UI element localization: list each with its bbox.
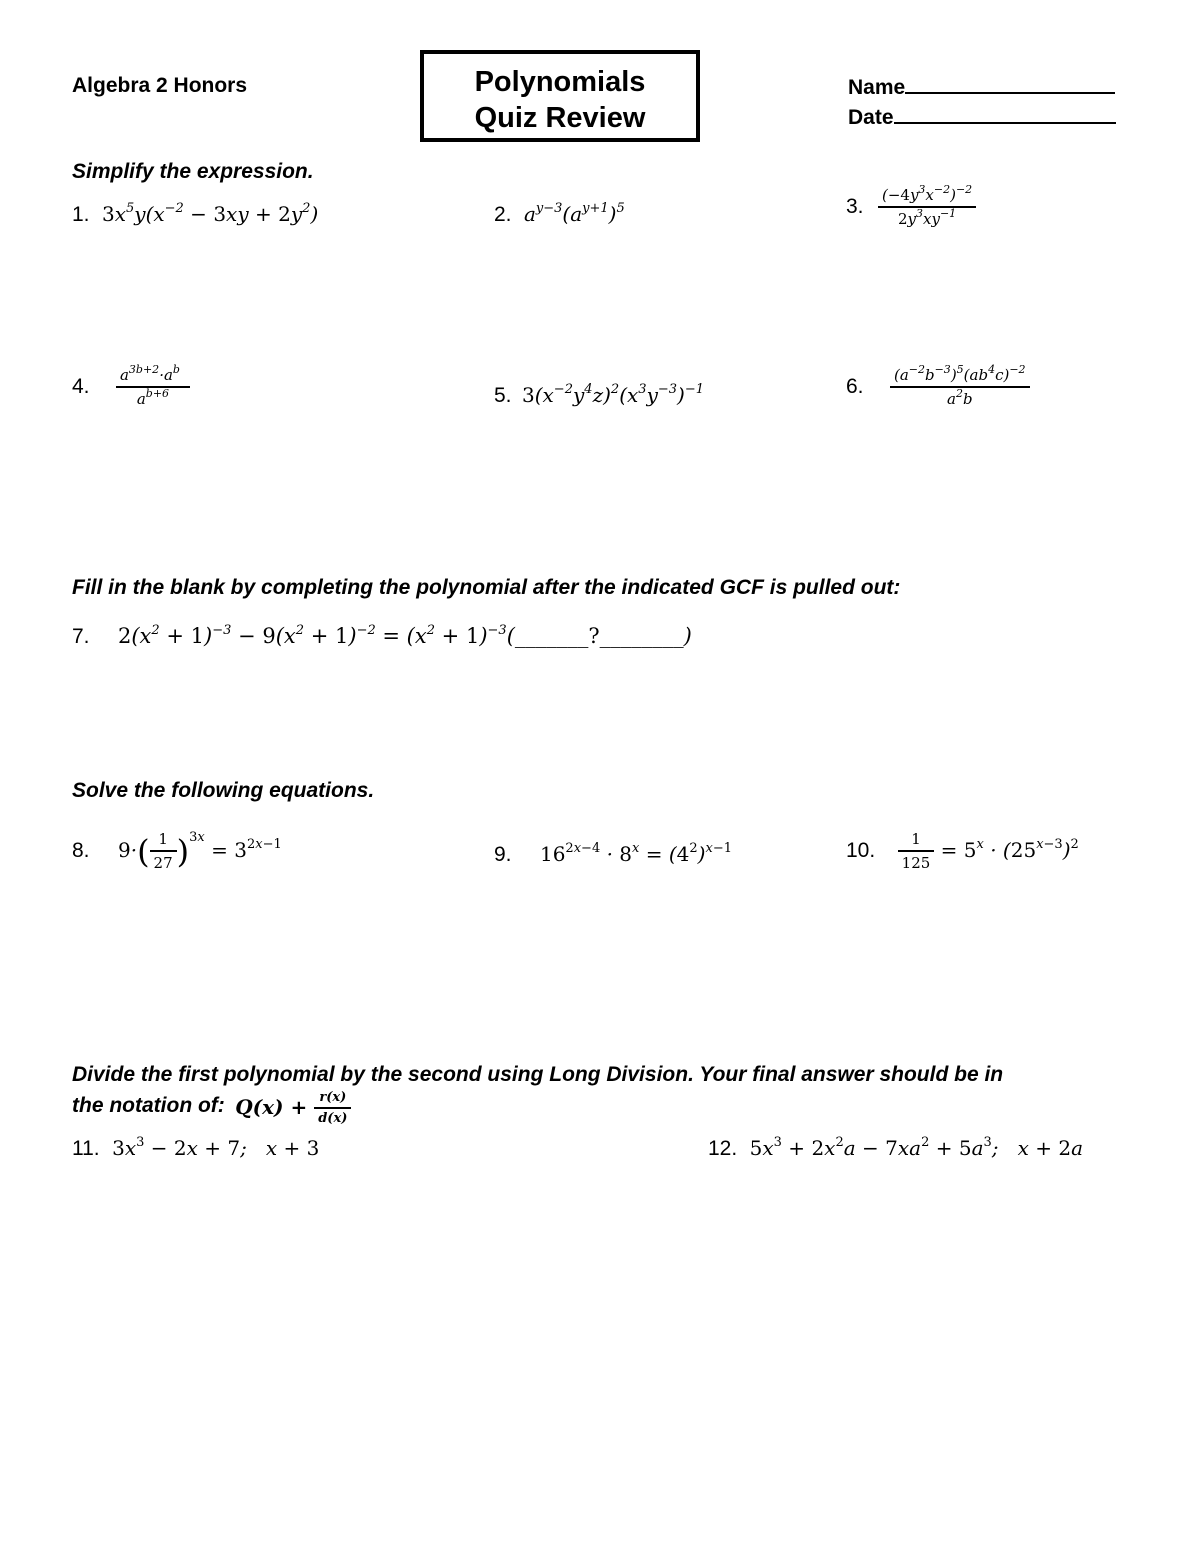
date-label: Date [848,106,894,129]
problem-expression: $\frac{1}{125}$ = $5^x \cdot (25^{x-3})^2$ [898,838,1079,862]
problem-11 [72,1136,319,1161]
problem-8 [72,830,282,872]
problem-1 [72,202,318,227]
problem-number: 8. [72,839,90,862]
problem-3 [846,183,976,228]
title-line-2: Quiz Review [474,102,646,134]
problem-12 [708,1136,1083,1161]
problem-9 [494,842,732,867]
date-blank[interactable] [894,104,1116,124]
problem-number: 7. [72,625,90,648]
section-simplify-heading: Simplify the expression. [72,160,314,183]
problem-number: 3. [846,195,864,218]
problem-expression: $\frac{(a^{-2}b^{-3})^5(ab^4c)^{-2}}{a^2b}$ [890,366,1030,408]
date-field[interactable] [848,104,1116,130]
problem-number: 2. [494,203,512,226]
problem-number: 1. [72,203,90,226]
course-name: Algebra 2 Honors [72,74,248,97]
section-fill-blank-heading: Fill in the blank by completing the polynomial after the indicated GCF is pulled out: [72,576,901,599]
problem-expression: $\frac{a^{3b+2}\cdot a^b}{a^{b+6}}$ [116,366,190,408]
notation-expression: Q(x) + $\frac{r(x)}{d(x)}$ [235,1095,351,1119]
problem-7 [72,624,692,649]
problem-number: 10. [846,839,876,862]
problem-expression: $3x^5y(x^{-2} - 3xy + 2y^2)$ [101,201,319,226]
name-label: Name [848,76,906,99]
problem-10 [846,830,1079,872]
problem-expression: $3(x^{-2}y^4z)^2(x^3y^{-3})^{-1}$ [521,382,705,407]
problem-number: 4. [72,375,90,398]
section-divide-heading-line-2 [72,1090,351,1126]
problem-number: 6. [846,375,864,398]
problem-expression: $16^{2x-4} \cdot 8^x = (4^2)^{x-1}$ [539,841,732,866]
title-line-1: Polynomials [474,66,646,98]
section-divide-heading-line-1: Divide the first polynomial by the second using Long Division. Your final answer should be in [72,1063,1004,1086]
problem-number: 11. [72,1137,100,1160]
title-box [420,50,700,142]
problem-expression: $3x^3 - 2x + 7$; x + 3 [112,1135,320,1160]
problem-number: 5. [494,384,512,407]
notation-label: the notation of: [72,1094,225,1118]
problem-4 [72,363,190,408]
problem-2 [494,202,625,227]
problem-expression: $\frac{(-4y^3x^{-2})^{-2}}{2y^3xy^{-1}}$ [878,186,976,228]
name-field[interactable] [848,74,1115,100]
problem-expression: $a^{y-3}(a^{y+1})^5$ [523,201,625,226]
problem-expression: 9·( $\frac{1}{27}$ )$^{3x} = 3^{2x-1}$ [117,829,282,872]
problem-number: 9. [494,843,512,866]
section-solve-heading: Solve the following equations. [72,779,375,802]
problem-number: 12. [708,1137,738,1160]
problem-5 [494,383,704,408]
problem-6 [846,363,1030,408]
name-blank[interactable] [905,74,1115,94]
problem-expression: $2(x^2 + 1)^{-3} - 9(x^2 + 1)^{-2} = (x^2$ + $1)^{-3}(\_\_\_\_\_\_\_?\_\_\_\_\_\_\_\_)$ [117,623,692,648]
problem-expression: $5x^3 + 2x^2a - 7xa^2 + 5a^3$; x + 2a [749,1135,1084,1160]
